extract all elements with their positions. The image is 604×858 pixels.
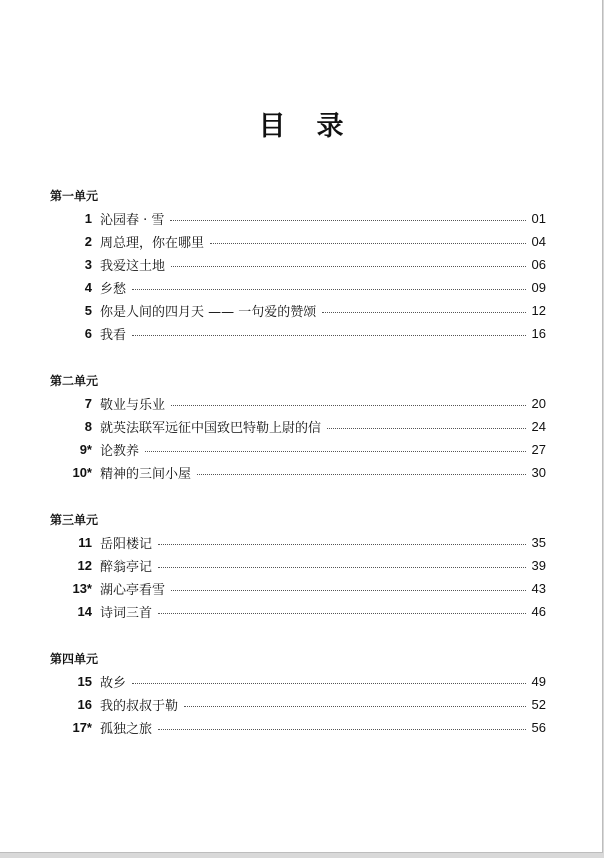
unit-heading: 第二单元 [50,374,99,388]
lesson-title: 沁园春 · 雪 [100,212,165,228]
dot-leader [158,729,526,730]
toc-entry[interactable] [50,209,546,227]
dot-leader [158,613,526,614]
lesson-title: 乡愁 [100,281,127,297]
toc-entry[interactable] [50,255,546,273]
lesson-number: 11 [78,534,92,550]
toc-entry[interactable] [50,672,546,690]
lesson-number: 14 [77,603,92,619]
lesson-title: 就英法联军远征中国致巴特勒上尉的信 [100,420,322,436]
dot-leader [158,567,526,568]
dot-leader [171,266,526,267]
toc-entry[interactable] [50,695,546,713]
dot-leader [327,428,526,429]
page-number: 20 [531,395,546,411]
lesson-title: 我看 [100,327,127,343]
dot-leader [184,706,526,707]
toc-entry[interactable] [50,394,546,412]
lesson-title: 精神的三间小屋 [100,466,192,482]
dot-leader [158,544,526,545]
page-number: 35 [531,534,546,550]
lesson-title: 醉翁亭记 [100,559,153,575]
lesson-title: 论教养 [100,443,140,459]
page-number: 49 [531,673,546,689]
page-number: 12 [531,302,546,318]
toc-entry[interactable] [50,278,546,296]
lesson-number: 2 [84,233,92,249]
lesson-title: 你是人间的四月天 —— 一句爱的赞颂 [100,304,317,320]
dot-leader [197,474,526,475]
toc-entry[interactable] [50,718,546,736]
dot-leader [171,405,526,406]
lesson-title: 孤独之旅 [100,721,153,737]
page-number: 16 [531,325,546,341]
dot-leader [132,289,526,290]
page-number: 09 [531,279,546,295]
page-number: 27 [531,441,546,457]
toc-entry[interactable] [50,417,546,435]
toc-entry[interactable] [50,232,546,250]
toc-entry[interactable] [50,533,546,551]
lesson-number: 13* [72,580,92,596]
page-number: 56 [531,719,546,735]
unit-heading: 第一单元 [50,189,99,203]
toc-entry[interactable] [50,301,546,319]
lesson-title: 故乡 [100,675,127,691]
page-number: 52 [531,696,546,712]
lesson-number: 8 [84,418,92,434]
lesson-number: 15 [77,673,92,689]
toc-entry[interactable] [50,324,546,342]
unit-heading: 第四单元 [50,652,99,666]
lesson-title: 我的叔叔于勒 [100,698,179,714]
page-number: 46 [531,603,546,619]
toc-entry[interactable] [50,440,546,458]
lesson-number: 17* [72,719,92,735]
lesson-number: 1 [84,210,92,226]
lesson-number: 10* [72,464,92,480]
page-number: 30 [531,464,546,480]
lesson-title: 周总理，你在哪里 [100,235,205,251]
lesson-title: 诗词三首 [100,605,153,621]
lesson-title: 我爱这土地 [100,258,166,274]
page-number: 39 [531,557,546,573]
dot-leader [171,590,526,591]
lesson-title: 敬业与乐业 [100,397,166,413]
toc-entry[interactable] [50,556,546,574]
page-number: 43 [531,580,546,596]
page-number: 24 [531,418,546,434]
lesson-title: 岳阳楼记 [100,536,153,552]
lesson-title: 湖心亭看雪 [100,582,166,598]
page-number: 06 [531,256,546,272]
toc-entry[interactable] [50,602,546,620]
dot-leader [170,220,525,221]
lesson-number: 5 [84,302,92,318]
page-title: 目 录 [258,111,346,142]
toc-entry[interactable] [50,463,546,481]
page-number: 01 [531,210,546,226]
dot-leader [322,312,525,313]
lesson-number: 4 [84,279,92,295]
lesson-number: 9* [79,441,92,457]
dot-leader [132,683,526,684]
lesson-number: 6 [84,325,92,341]
unit-heading: 第三单元 [50,513,99,527]
dot-leader [210,243,526,244]
lesson-number: 16 [77,696,92,712]
dot-leader [145,451,526,452]
page-number: 04 [531,233,546,249]
lesson-number: 3 [84,256,92,272]
dot-leader [132,335,526,336]
lesson-number: 7 [84,395,92,411]
toc-entry[interactable] [50,579,546,597]
lesson-number: 12 [77,557,92,573]
